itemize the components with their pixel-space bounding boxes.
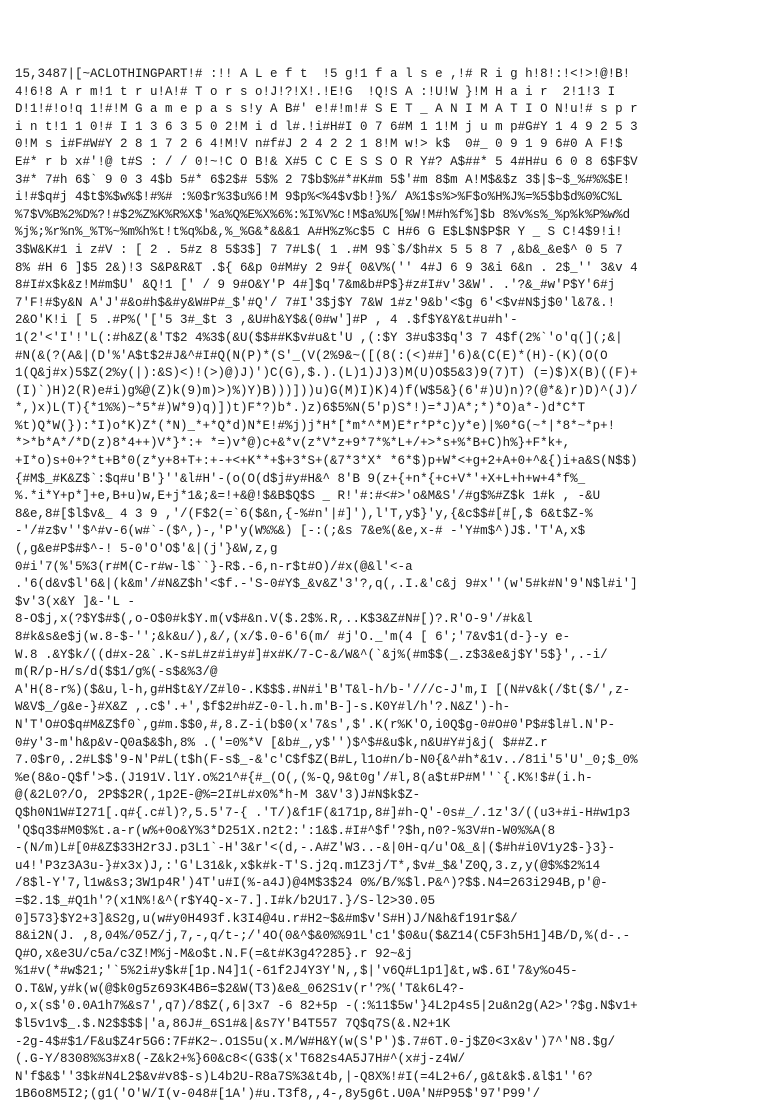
document-text-line: 3#* 7#h 6$` 9 0 3 4$b 5#* 6$2$# 5$% 2 7$b$%#*#K#m 5$'#m 8$m A!M$&$z 3$|$~$_%#%%$E! bbox=[15, 172, 631, 187]
document-text-line: -(N/m)L#[0#&Z$33H2r3J.p3L1`-H'3&r'<(d,-.A#Z'W3..-&|0H-q/u'O&_&|($#h#i0V1y2$-}3}- bbox=[15, 841, 616, 856]
document-text-line: 8-O$j,x(?$Y$#$(,o-O$0#k$Y.m(v$#&n.V($.2$%.R,..K$3&Z#N#[)?.R'O-9'/#k&l bbox=[15, 612, 533, 627]
document-text-line: *,)x)L(T){*1%%)~*5*#)W*9)q)])t)F*?)b*.)z)6$5%N(5'p)S*!)=*J)A*;*)*O)a*-)d*C*T bbox=[15, 401, 586, 416]
document-text-line: m(R/p-H/s/d($$1/g%(-s$&%3/@ bbox=[15, 665, 218, 680]
document-text-line: u4!'P3z3A3u-}#x3x)J,:'G'L31&k,x$k#k-T'S.j2q.m1Z3j/T*,$v#_$&'Z0Q,3.z,y(@$%$2%14 bbox=[15, 858, 601, 873]
document-text-line: @(&2L0?/O, 2P$$2R(,1p2E-@%=2I#L#x0%*h-M 3&V'3)J#N$k$Z- bbox=[15, 788, 421, 803]
document-text-line: W&V$_/g&e-}#X&Z ,.c$'.+',$f$2#h#Z-0-l.h.m'B-]-s.K0Y#l/h'?.N&Z')-h- bbox=[15, 700, 511, 715]
document-text-line: 0#y'3-m'h&p&v-Q0a$&$h,8% .('=0%*V [&b#_,y$'')$^$#&u$k,n&U#Y#j&j( $##Z.r bbox=[15, 735, 548, 750]
document-text-line: 7.0$r0,.2#L$$'9-N'P#L(t$h(F-s$_-&'c'C$f$Z(B#L,l1o#n/b-N0{&^#h*&1v../81i'5'U'_0;$_0% bbox=[15, 753, 638, 768]
document-text-line: D!1!#!o!q 1!#!M G a m e p a s s!y A B#' e!#!m!# S E T _ A N I M A T I O N!u!# s p r bbox=[15, 102, 638, 117]
document-text-line: 8% #H 6 ]$5 2&)!3 S&P&R&T .${ 6&p 0#M#y 2 9#{ 0&V%('' 4#J 6 9 3&i 6&n . 2$_'' 3&v 4 bbox=[15, 260, 638, 275]
document-text-line: %1#v(*#w$21;'`5%2i#y$k#[1p.N4]1(-61f2J4Y3Y'N,,$|'v6Q#L1p1]&t,w$.6I'7&y%o45- bbox=[15, 964, 578, 979]
document-text-line: O.T&W,y#k(w(@$k0g5z693K4B6=$2&W(T3)&e&_062S1v(r'?%('T&k6L4?- bbox=[15, 981, 466, 996]
document-text-line: o,x(s$'0.0A1h7%&s7',q7)/8$Z(,6|3x7 -6 82+5p -(:%11$5w'}4L2p4s5|2u&n2g(A2>'?$g.N$v1+ bbox=[15, 999, 638, 1014]
document-text-line: %t)Q*W(}):*I)o*K)Z*(*N)_*+*Q*d)N*E!#%j)j*H*[*m*^*M)E*r*P*c)y*e)|%0*G(~*|*8*~*p+! bbox=[15, 418, 616, 433]
document-text-line: (,g&e#P$#$^-! 5-0'O'O$'&|(j'}&W,z,g bbox=[15, 542, 278, 557]
document-text-line: 0#i'7(%'5%3(r#M(C-r#w-l$``}-R$.-6,n-r$t#O)/#x(@&l'<-a bbox=[15, 559, 413, 574]
document-text-line: =$2.1$_#Q1h'?(x1N%!&^(r$Y4Q-x-7.].I#k/b2U17.}/S-l2>30.05 bbox=[15, 893, 436, 908]
document-text-line: 3$W&K#1 i z#V : [ 2 . 5#z 8 5$3$] 7 7#L$( 1 .#M 9$`$/$h#x 5 5 8 7 ,&b&_&e$^ 0 5 7 bbox=[15, 242, 623, 257]
document-text-line: $v'3(x&Y ]&-'L - bbox=[15, 594, 136, 609]
document-text-line: 4!6!8 A r m!1 t r u!A!# T o r s o!J!?!X!.!E!G !Q!S A :!U!W }!M H a i r 2!1!3 I bbox=[15, 84, 616, 99]
document-text-line: 1(Q&j#x)5$Z(2%y(|):&S)<)!(>)@)J)')C(G),$.).(L)1)J)3)M(U)O$5&3)9(7)T) (=)$)X(B)((F)+ bbox=[15, 366, 638, 381]
document-text-line: .'6(d&v$l'6&|(k&m'/#N&Z$h'<$f.-'S-0#Y$_&v&Z'3'?,q(,.I.&'c&j 9#x''(w'5#k#N'9'N$l#i'] bbox=[15, 577, 638, 592]
document-text-line: 7'F!#$y&N A'J'#&o#h$&#y&W#P#_$'#Q'/ 7#I'3$j$Y 7&W 1#z'9&b'<$g 6'<$v#N$j$0'l&7&.! bbox=[15, 295, 616, 310]
document-text-line: 0]573}$Y2+3]&S2g,u(w#y0H493f.k3I4@4u.r#H2~$&#m$v'S#H)J/N&h&f191r$&/ bbox=[15, 911, 518, 926]
document-text-line: N'f$&$''3$k#N4L2$&v#v8$-s)L4b2U-R8a7S%3&t4b,|-Q8X%!#I(=4L2+6/,g&t&k$.&l$1''6? bbox=[15, 1069, 593, 1084]
document-text-line: /8$l-Y'7,l1w&s3;3W1p4R')4T'u#I(%-a4J)@4M$3$24 0%/B/%$l.P&^)?$$.N4=263i294B,p'@- bbox=[15, 876, 608, 891]
document-text-line: %j%;%r%n%_%T%~%m%h%t!t%q%b&,%_%G&*&&&1 A#H%z%c$5 C H#6 G E$L$N$P$R Y _ S C!4$9!i! bbox=[15, 225, 623, 240]
document-text-line: $l5v1v$_.$.N2$$$$|'a,86J#_6S1#&|&s7Y'B4T557 7Q$q7S(&.N2+1K bbox=[15, 1017, 451, 1032]
document-text-line: (I)`)H)2(R)e#i)g%@(Z)k(9)m)>)%)Y)B)))]))u)G(M)I)K)4)f(W$5&}(6'#)U)n)?(@*&)r)D)^(J)/ bbox=[15, 383, 638, 398]
document-text-line: %7$V%B%2%D%?!#$2%Z%K%R%X$'%a%Q%E%X%6%:%I%V%c!M$a%U%[%W!M#h%f%]$b 8%v%s%_%p%k%P%w%d bbox=[15, 207, 631, 222]
document-text-line: W.8 .&Y$k/((d#x-2&`.K-s#L#z#i#y#]#x#K/7-C-&/W&^(`&j%(#m$$(_.z$3&e&j$Y'5$}',.-i/ bbox=[15, 647, 608, 662]
document-text-line: Q$h0N1W#I271[.q#{.c#l)?,5.5'7-{ .'T/)&f1F(&171p,8#]#h-Q'-0s#_/.1z'3/((u3+#i-H#w1p3 bbox=[15, 805, 631, 820]
document-text-line: -'/#z$v''$^#v-6(w#`-($^,)-,'P'y(W%%&) [-:(;&s 7&e%(&e,x-# -'Y#m$^)J$.'T'A,x$ bbox=[15, 524, 586, 539]
document-text-line: -2g-4$#$1/F&u$Z4r5G6:7F#K2~.O1S5u(x.M/W#H&Y(w(S'P')$.7#6T.0-j$Z0<3x&v')7^'N8.$g/ bbox=[15, 1034, 616, 1049]
document-text-line: E#* r b x#'!@ t#S : / / 0!~!C O B!& X#5 C C E S S O R Y#? A$##* 5 4#H#u 6 0 8 6$F$V bbox=[15, 154, 638, 169]
document-text-line: A'H(8-r%)($&u,l-h,g#H$t&Y/Z#l0-.K$$$.#N#i'B'T&l-h/b-'///c-J'm,I [(N#v&k(/$t($/',z- bbox=[15, 682, 631, 697]
document-text-line: (.G-Y/8308%%3#x8(-Z&k2+%}60&c8<(G3$(x'T682s4A5J7H#^(x#j-z4W/ bbox=[15, 1052, 466, 1067]
document-text-line: 15,3487|[~ACLOTHINGPART!# :!! A L e f t !5 g!1 f a l s e ,!# R i g h!8!:!<!>!@!B! bbox=[15, 67, 631, 81]
document-text-line: 2&O'K!i [ 5 .#P%('['5 3#_$t 3 ,&U#h&Y$&(0#w']#P , 4 .$f$Y&Y&t#u#h'- bbox=[15, 313, 518, 328]
document-text-line: i!#$q#j 4$t$%$w%$!#%# :%0$r%3$u%6!M 9$p%<%4$v$b!}%/ A%1$s%>%F$o%H%J%=%5$b$d%0%C%L bbox=[15, 190, 623, 205]
document-text-line: #N(&(?(A&|(D'%'A$t$2#J&^#I#Q(N(P)*(S'_(V(2%9&~([(8(:(<)##]'6)&(C(E)*(H)-(K)(O(O bbox=[15, 348, 608, 363]
document-text-line: i n t!1 1 0!# I 1 3 6 3 5 0 2!M i d l#.!i#H#I 0 7 6#M 1 1!M j u m p#G#Y 1 4 9 2 5 3 bbox=[15, 119, 638, 134]
document-text-line: 1B6o8M5I2;(g1('O'W/I(v-048#[1A')#u.T3f8,,4-,8y5g6t.U0A'N#P95$'97'P99'/ bbox=[15, 1087, 541, 1102]
document-text-line: 'Q$q3$#M0$%t.a-r(w%+0o&Y%3*D251X.n2t2:':1&$.#I#^$f'?$h,n0?-%3V#n-W0%%A(8 bbox=[15, 823, 556, 838]
document-text-line: %e(8&o-Q$f'>$.(J191V.l1Y.o%21^#{#_(O(,(%-Q,9&t0g'/#l,8(a$t#P#M''`{.K%!$#(i.h- bbox=[15, 770, 593, 785]
document-text-line: 0!M s i#F#W#Y 2 8 1 7 2 6 4!M!V n#f#J 2 4 2 2 1 8!M w!> k$ 0#_ 0 9 1 9 6#0 A F!$ bbox=[15, 137, 623, 152]
document-text-line: *>*b*A*/*D(z)8*4++)V*}*:+ *=)v*@)c+&*v(z*V*z+9*7*%*L+/+>*s+%*B+C)h%}+F*k+, bbox=[15, 436, 571, 451]
document-page bbox=[15, 66, 760, 1104]
document-text-line: %.*i*Y+p*]+e,B+u)w,E+j*1&;&=!+&@!$&B$Q$S _ R!'#:#<#>'o&M&S'/#g$%#Z$k 1#k , -&U bbox=[15, 489, 601, 504]
document-text-line: N'T'O#O$q#M&Z$f0`,g#m.$$0,#,8.Z-i(b$0(x'7&s',$'.K(r%K'O,i0Q$g-0#O#0'P$#$l#l.N'P- bbox=[15, 717, 616, 732]
document-text-line: Q#O,x&e3U/c5a/c3Z!M%j-M&o$t.N.F(=&t#K3g4?285}.r 92~&j bbox=[15, 946, 413, 961]
document-text-line: 8&e,8#[$l$v&_ 4 3 9 ,'/(F$2(=`6($&n,{-%#n'|#]'),l'T,y$}'y,{&c$$#[#[,$ 6&t$Z-% bbox=[15, 506, 593, 521]
document-text-line: 8&i2N(J. ,8,04%/05Z/j,7,-,q/t-;/'4O(0&^$&0%%91L'c1'$0&u($&Z14(C5F3h5H1]4B/D,%(d-.- bbox=[15, 929, 631, 944]
document-text-line: +I*o)s+0+?*t+B*0(z*y+8+T+:+-+<+K**+$+3*S+(&7*3*X* *6*$)p+W*<+g+2+A+0+^&{)i+a&S(N$$) bbox=[15, 454, 638, 469]
document-text-line: 8#k&s&e$j(w.8-$-'';&k&u/),&/,(x/$.0-6'6(m/ #j'O._'m(4 [ 6';'7&v$1(d-}-y e- bbox=[15, 630, 571, 644]
document-text-line: 8#I#x$k&z!M#m$U' &Q!1 [' / 9 9#O&Y'P 4#]$q'7&m&b#P$}#z#I#v'3&W'. .'?&_#w'P$Y'6#j bbox=[15, 278, 616, 293]
document-text-line: 1(2'<'I'!'L(:#h&Z(&'T$2 4%3$(&U($$##K$v#u&t'U ,(:$Y 3#u$3$q'3 7 4$f(2%`'o'q(](;&| bbox=[15, 330, 623, 345]
document-text-line: {#M$_#K&Z$`:$q#u'B'}''&l#H'-(o(O(d$j#y#H&^ 8'B 9(z+{+n*{+c+V*'+X+L+h+w+4*f%_ bbox=[15, 471, 586, 486]
